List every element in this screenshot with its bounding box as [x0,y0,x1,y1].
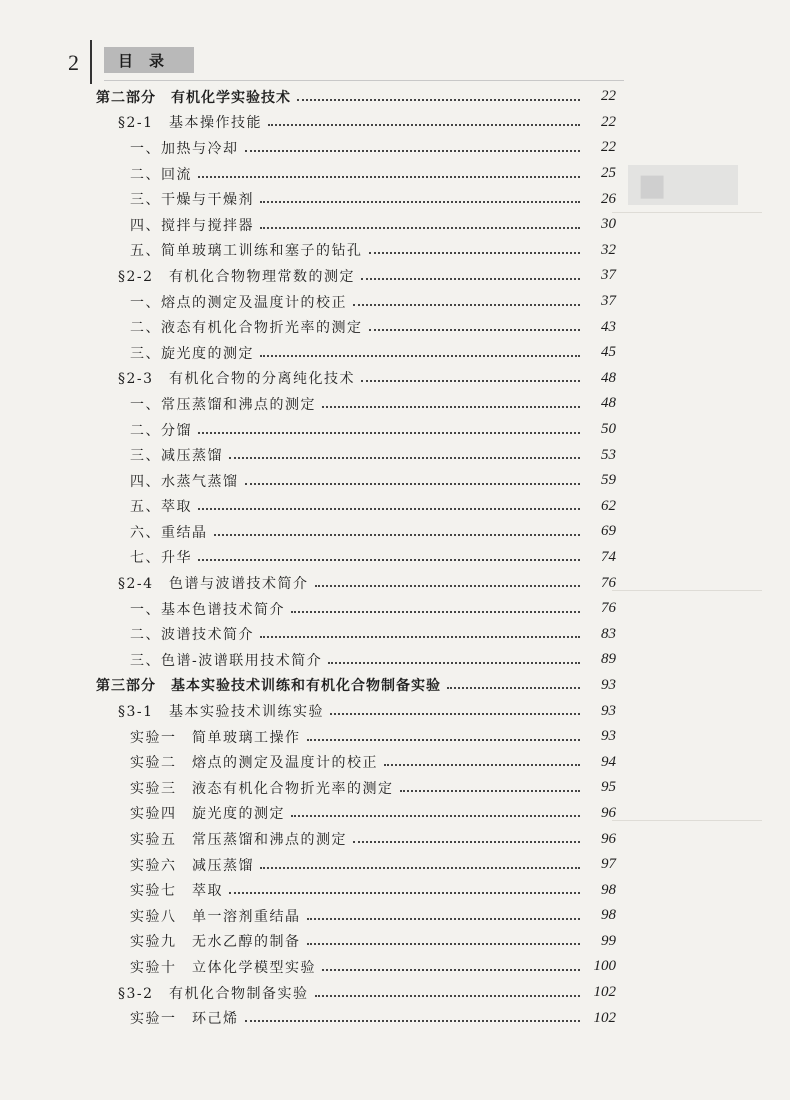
dot-leader [229,457,580,459]
toc-entry [96,494,616,520]
toc-entry-page: 26 [601,190,616,207]
dot-leader [315,995,580,997]
toc-entry-title: §3-2 有机化合物制备实验 [118,985,309,1002]
toc-entry [96,673,616,699]
toc-entry-title: 二、波谱技术简介 [130,627,254,644]
toc-entry [96,238,616,264]
toc-entry-title: 一、熔点的测定及温度计的校正 [130,294,347,311]
dot-leader [260,227,580,229]
dot-leader [214,534,581,536]
toc-entry-title: §3-1 基本实验技术训练实验 [118,704,325,721]
toc-entry [96,186,616,212]
toc-entry-page: 102 [593,1009,616,1026]
toc-entry-title: 一、常压蒸馏和沸点的测定 [130,396,316,413]
toc-entry [96,724,616,750]
toc-entry [96,570,616,596]
toc-entry-page: 94 [601,753,616,770]
toc-entry-page: 59 [601,472,616,489]
toc-entry-title: §2-4 色谱与波谱技术简介 [118,576,309,593]
dot-leader [245,150,581,152]
toc-entry-title: §2-1 基本操作技能 [118,115,263,132]
toc-entry-page: 32 [601,241,616,258]
toc-entry-page: 93 [601,676,616,693]
dot-leader [315,585,580,587]
toc-entry-page: 97 [601,856,616,873]
toc-entry [96,263,616,289]
toc-entry-title: 三、减压蒸馏 [130,448,223,465]
toc-entry [96,801,616,827]
toc-entry-title: 一、加热与冷却 [130,140,239,157]
toc-entry [96,212,616,238]
toc-entry [96,468,616,494]
toc-entry-title: 五、简单玻璃工训练和塞子的钻孔 [130,243,363,260]
dot-leader [260,636,580,638]
toc-entry-title: 第二部分 有机化学实验技术 [96,89,291,106]
toc-entry-page: 99 [601,932,616,949]
toc-entry-title: 三、干燥与干燥剂 [130,192,254,209]
toc-entry-title: 实验六 减压蒸馏 [130,857,254,874]
page-number: 2 [68,50,79,75]
toc-entry-page: 37 [601,267,616,284]
toc-entry-page: 53 [601,446,616,463]
bleed-through-ghost: ■ [628,165,738,205]
toc-entry-page: 74 [601,548,616,565]
dot-leader [322,969,580,971]
dot-leader [369,329,581,331]
dot-leader [198,176,580,178]
toc-entry [96,442,616,468]
dot-leader [330,713,580,715]
toc-entry-page: 22 [601,88,616,105]
toc-entry-title: 实验二 熔点的测定及温度计的校正 [130,755,378,772]
toc-entry [96,545,616,571]
toc-entry-page: 100 [593,958,616,975]
toc-entry-page: 37 [601,293,616,310]
toc-entry [96,877,616,903]
dot-leader [245,1020,581,1022]
header-underline [104,80,624,81]
toc-entry-title: 四、搅拌与搅拌器 [130,217,254,234]
dot-leader [353,841,580,843]
toc-entry-title: 实验七 萃取 [130,883,223,900]
dot-leader [353,304,580,306]
toc-entry-page: 22 [601,113,616,130]
header-rule [90,40,92,84]
toc-entry-title: 实验一 环己烯 [130,1011,239,1028]
toc-entry-title: 五、萃取 [130,499,192,516]
toc-entry [96,366,616,392]
dot-leader [260,201,580,203]
toc-entry-page: 93 [601,728,616,745]
toc-entry-title: 实验五 常压蒸馏和沸点的测定 [130,832,347,849]
toc-entry [96,621,616,647]
toc-entry-page: 25 [601,165,616,182]
toc-entry [96,417,616,443]
dot-leader [268,124,580,126]
dot-leader [307,943,581,945]
toc-entry [96,519,616,545]
toc-entry [96,1005,616,1031]
toc-entry-page: 93 [601,702,616,719]
toc-entry-title: 三、色谱-波谱联用技术简介 [130,652,323,669]
toc-entry [96,852,616,878]
bleed-through-line [612,820,762,821]
toc-entry-page: 76 [601,574,616,591]
toc-entry-page: 98 [601,907,616,924]
toc-entry-page: 45 [601,344,616,361]
toc-entry-title: §2-2 有机化合物物理常数的测定 [118,268,356,285]
toc-entry-page: 102 [593,984,616,1001]
dot-leader [307,918,581,920]
toc-entry [96,903,616,929]
toc-entry [96,980,616,1006]
toc-entry [96,826,616,852]
toc-entry-title: §2-3 有机化合物的分离纯化技术 [118,371,356,388]
toc-entry-title: 六、重结晶 [130,524,208,541]
toc-entry [96,749,616,775]
dot-leader [322,406,580,408]
toc-entry-page: 95 [601,779,616,796]
toc-entry-page: 76 [601,600,616,617]
toc-entry-page: 96 [601,830,616,847]
toc-entry [96,596,616,622]
toc-entry-title: 三、旋光度的测定 [130,345,254,362]
toc-entry-title: 实验一 简单玻璃工操作 [130,729,301,746]
dot-leader [361,278,580,280]
toc-entry [96,775,616,801]
toc-entry-page: 50 [601,421,616,438]
toc-entry-title: 一、基本色谱技术简介 [130,601,285,618]
toc-entry [96,110,616,136]
header-title: 目录 [104,47,194,73]
toc-entry-page: 96 [601,804,616,821]
toc-entry-page: 69 [601,523,616,540]
toc-entry [96,340,616,366]
dot-leader [328,662,580,664]
dot-leader [447,687,580,689]
dot-leader [400,790,581,792]
toc-entry-title: 实验十 立体化学模型实验 [130,959,316,976]
toc-entry-page: 98 [601,881,616,898]
toc-entry-page: 43 [601,318,616,335]
bleed-through-line [612,212,762,213]
toc-entry [96,391,616,417]
toc-entry-title: 二、分馏 [130,422,192,439]
toc-entry [96,314,616,340]
toc-entry-title: 七、升华 [130,550,192,567]
toc-entry-page: 22 [601,139,616,156]
toc-entry [96,698,616,724]
toc-entry-page: 48 [601,395,616,412]
toc-entry-title: 实验三 液态有机化合物折光率的测定 [130,780,394,797]
toc-entry-page: 30 [601,216,616,233]
dot-leader [260,355,580,357]
toc-entry [96,929,616,955]
toc-entry-title: 实验四 旋光度的测定 [130,806,285,823]
dot-leader [245,483,581,485]
toc-entry [96,84,616,110]
dot-leader [307,739,581,741]
dot-leader [198,508,580,510]
bleed-through-line [612,590,762,591]
dot-leader [361,380,580,382]
toc-entry-page: 83 [601,625,616,642]
dot-leader [291,611,580,613]
toc-entry-title: 四、水蒸气蒸馏 [130,473,239,490]
dot-leader [369,252,581,254]
toc-entry-page: 62 [601,497,616,514]
dot-leader [229,892,580,894]
toc-entry-title: 二、液态有机化合物折光率的测定 [130,320,363,337]
toc-entry-page: 48 [601,369,616,386]
toc-entry-title: 实验九 无水乙醇的制备 [130,934,301,951]
toc-entry-page: 89 [601,651,616,668]
toc-entry [96,954,616,980]
dot-leader [297,99,580,101]
dot-leader [291,815,580,817]
dot-leader [198,559,580,561]
toc-entry-title: 实验八 单一溶剂重结晶 [130,908,301,925]
toc-entry [96,135,616,161]
toc-entry-title: 二、回流 [130,166,192,183]
toc-entry [96,289,616,315]
dot-leader [384,764,580,766]
dot-leader [260,867,580,869]
toc-entry-title: 第三部分 基本实验技术训练和有机化合物制备实验 [96,678,441,695]
toc-entry [96,161,616,187]
dot-leader [198,432,580,434]
table-of-contents [96,84,616,1031]
toc-entry [96,647,616,673]
